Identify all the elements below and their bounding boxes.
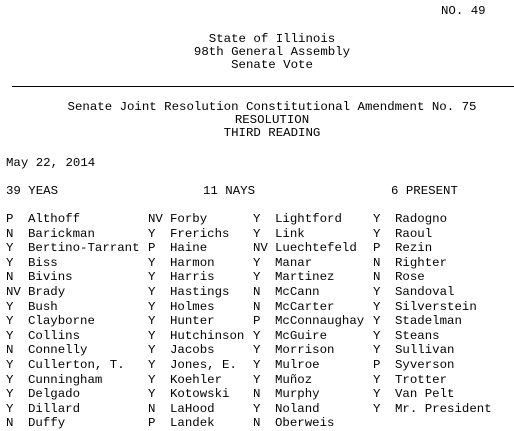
- senator-name: Jones, E.: [170, 357, 237, 372]
- senator-name: Rezin: [395, 241, 433, 256]
- senator-name: Landek: [170, 416, 215, 431]
- senator-name: Van Pelt: [395, 387, 455, 402]
- senator-vote-row: [6, 256, 146, 271]
- vote-code: N: [253, 387, 261, 402]
- senator-vote-row: [373, 241, 513, 256]
- senator-name: McCann: [275, 284, 320, 299]
- senator-name: Koehler: [170, 372, 223, 387]
- senator-vote-row: [6, 241, 146, 256]
- senator-name: Sullivan: [395, 343, 455, 358]
- vote-code: Y: [148, 343, 156, 358]
- senator-name: Althoff: [28, 212, 81, 226]
- senator-name: Cullerton, T.: [28, 357, 125, 372]
- vote-code: Y: [373, 343, 381, 358]
- senator-name: Holmes: [170, 299, 215, 314]
- senator-name: Delgado: [28, 387, 81, 402]
- vote-code: Y: [6, 299, 14, 314]
- vote-code: Y: [6, 328, 14, 343]
- senator-name: Morrison: [275, 343, 335, 358]
- senator-name: Lightford: [275, 212, 342, 226]
- senator-vote-row: [253, 285, 373, 300]
- senator-name: Biss: [28, 255, 58, 270]
- senator-vote-row: [6, 343, 146, 358]
- senator-name: Brady: [28, 284, 66, 299]
- vote-code: N: [6, 226, 14, 241]
- vote-code: Y: [148, 372, 156, 387]
- senator-name: Radogno: [395, 212, 448, 226]
- senator-name: Trotter: [395, 372, 448, 387]
- senator-name: Murphy: [275, 387, 320, 402]
- senator-vote-row: [373, 343, 513, 358]
- senator-name: Noland: [275, 401, 320, 416]
- senator-vote-row: [148, 416, 252, 431]
- senator-name: LaHood: [170, 401, 215, 416]
- senator-vote-row: [373, 329, 513, 344]
- senator-vote-row: [373, 227, 513, 242]
- measure-reading: THIRD READING: [223, 126, 321, 140]
- yeas-total: 39 YEAS: [6, 184, 59, 198]
- vote-column-2: [148, 212, 252, 431]
- senator-vote-row: [373, 402, 513, 417]
- senator-vote-row: [6, 358, 146, 373]
- vote-code: Y: [253, 372, 261, 387]
- vote-code: Y: [253, 226, 261, 241]
- vote-code: Y: [373, 314, 381, 329]
- senator-vote-row: [253, 256, 373, 271]
- senator-name: Sandoval: [395, 284, 455, 299]
- vote-code: NV: [148, 212, 163, 226]
- senator-name: Bivins: [28, 270, 73, 285]
- vote-code: Y: [6, 255, 14, 270]
- vote-code: N: [253, 299, 261, 314]
- senator-name: Bertino-Tarrant: [28, 241, 140, 256]
- vote-code: Y: [148, 255, 156, 270]
- senator-vote-row: [6, 227, 146, 242]
- senator-name: Kotowski: [170, 387, 230, 402]
- senator-name: Righter: [395, 255, 448, 270]
- vote-code: Y: [373, 328, 381, 343]
- senator-vote-row: [253, 241, 373, 256]
- senator-vote-row: [253, 329, 373, 344]
- vote-code: N: [6, 270, 14, 285]
- senator-name: Cunningham: [28, 372, 103, 387]
- vote-code: NV: [253, 241, 268, 256]
- vote-code: P: [253, 314, 261, 329]
- header-divider: [12, 86, 514, 87]
- senator-name: Hastings: [170, 284, 230, 299]
- senator-vote-row: [148, 285, 252, 300]
- vote-code: N: [373, 255, 381, 270]
- vote-column-1: [6, 212, 146, 431]
- vote-code: P: [148, 416, 156, 431]
- vote-code: Y: [148, 270, 156, 285]
- nays-total: 11 NAYS: [203, 184, 256, 198]
- senator-vote-row: [253, 300, 373, 315]
- senator-vote-row: [373, 256, 513, 271]
- vote-code: Y: [253, 357, 261, 372]
- senator-vote-row: [148, 212, 252, 227]
- vote-code: Y: [373, 299, 381, 314]
- vote-code: P: [6, 212, 14, 226]
- vote-date: May 22, 2014: [6, 156, 96, 170]
- senator-vote-row: [6, 270, 146, 285]
- vote-code: Y: [253, 401, 261, 416]
- senator-name: Raoul: [395, 226, 433, 241]
- senator-vote-row: [148, 270, 252, 285]
- senator-name: Harris: [170, 270, 215, 285]
- senator-name: Harmon: [170, 255, 215, 270]
- senator-name: Hutchinson: [170, 328, 245, 343]
- vote-code: Y: [148, 284, 156, 299]
- vote-code: Y: [6, 401, 14, 416]
- senator-name: Syverson: [395, 357, 455, 372]
- vote-code: N: [148, 401, 156, 416]
- senator-name: Link: [275, 226, 305, 241]
- vote-code: N: [6, 416, 14, 431]
- senator-name: Duffy: [28, 416, 66, 431]
- state-heading: State of Illinois: [208, 32, 336, 46]
- senator-vote-row: [148, 373, 252, 388]
- senator-vote-row: [148, 387, 252, 402]
- vote-code: Y: [373, 372, 381, 387]
- senator-name: McConnaughay: [275, 314, 365, 329]
- senator-vote-row: [6, 402, 146, 417]
- senator-vote-row: [148, 314, 252, 329]
- senator-name: Muñoz: [275, 372, 313, 387]
- vote-code: Y: [148, 387, 156, 402]
- senator-vote-row: [253, 314, 373, 329]
- vote-code: Y: [148, 314, 156, 329]
- senator-name: Frerichs: [170, 226, 230, 241]
- senator-vote-row: [148, 329, 252, 344]
- senator-name: Martinez: [275, 270, 335, 285]
- vote-code: N: [6, 343, 14, 358]
- vote-column-3: [253, 212, 373, 431]
- senator-vote-row: [148, 343, 252, 358]
- senator-name: Collins: [28, 328, 81, 343]
- senator-vote-row: [373, 387, 513, 402]
- senator-vote-row: [253, 373, 373, 388]
- senator-vote-row: [373, 314, 513, 329]
- senator-vote-row: [253, 402, 373, 417]
- document-number: NO. 49: [441, 4, 486, 18]
- senator-name: Hunter: [170, 314, 215, 329]
- senator-name: Forby: [170, 212, 208, 226]
- vote-code: Y: [373, 226, 381, 241]
- vote-column-4: [373, 212, 513, 416]
- senator-name: Oberweis: [275, 416, 335, 431]
- senator-vote-row: [148, 256, 252, 271]
- vote-code: Y: [148, 357, 156, 372]
- present-total: 6 PRESENT: [391, 184, 458, 198]
- senator-vote-row: [253, 387, 373, 402]
- senator-vote-row: [373, 300, 513, 315]
- vote-code: Y: [373, 387, 381, 402]
- vote-code: P: [148, 241, 156, 256]
- vote-code: NV: [6, 284, 21, 299]
- measure-type: RESOLUTION: [234, 113, 310, 127]
- senator-name: Manar: [275, 255, 313, 270]
- senator-name: McCarter: [275, 299, 335, 314]
- senator-vote-row: [373, 373, 513, 388]
- vote-code: Y: [148, 328, 156, 343]
- vote-code: Y: [253, 255, 261, 270]
- senator-vote-row: [148, 300, 252, 315]
- vote-code: Y: [253, 270, 261, 285]
- senator-name: Mulroe: [275, 357, 320, 372]
- senator-vote-row: [253, 416, 373, 431]
- senator-vote-row: [253, 212, 373, 227]
- vote-code: N: [253, 416, 261, 431]
- measure-title: Senate Joint Resolution Constitutional Amendment No. 75: [67, 100, 477, 114]
- senator-vote-row: [253, 358, 373, 373]
- senator-name: Mr. President: [395, 401, 492, 416]
- senator-vote-row: [373, 358, 513, 373]
- vote-code: Y: [373, 284, 381, 299]
- senator-name: Clayborne: [28, 314, 95, 329]
- senator-vote-row: [6, 300, 146, 315]
- vote-code: Y: [6, 241, 14, 256]
- vote-code: Y: [253, 343, 261, 358]
- senator-vote-row: [6, 212, 146, 227]
- senator-name: Barickman: [28, 226, 95, 241]
- senator-name: Silverstein: [395, 299, 477, 314]
- vote-code: P: [373, 357, 381, 372]
- senator-vote-row: [253, 227, 373, 242]
- vote-code: Y: [6, 372, 14, 387]
- senator-vote-row: [148, 241, 252, 256]
- senator-vote-row: [253, 343, 373, 358]
- senator-vote-row: [148, 358, 252, 373]
- vote-code: Y: [148, 299, 156, 314]
- vote-code: Y: [253, 328, 261, 343]
- vote-code: Y: [373, 401, 381, 416]
- senator-vote-row: [6, 285, 146, 300]
- vote-code: Y: [253, 212, 261, 226]
- vote-code: N: [253, 284, 261, 299]
- senator-vote-row: [6, 416, 146, 431]
- chamber-heading: Senate Vote: [231, 58, 313, 72]
- senator-vote-row: [6, 329, 146, 344]
- senator-name: Rose: [395, 270, 425, 285]
- senator-vote-row: [373, 270, 513, 285]
- senator-vote-row: [6, 373, 146, 388]
- senator-name: Luechtefeld: [275, 241, 357, 256]
- senator-vote-row: [148, 227, 252, 242]
- senator-vote-row: [6, 314, 146, 329]
- senator-name: Jacobs: [170, 343, 215, 358]
- senator-name: Bush: [28, 299, 58, 314]
- vote-code: P: [373, 241, 381, 256]
- vote-code: Y: [373, 212, 381, 226]
- senator-vote-row: [6, 387, 146, 402]
- vote-code: Y: [6, 387, 14, 402]
- senator-vote-row: [373, 212, 513, 227]
- senator-vote-row: [373, 285, 513, 300]
- senator-name: Stadelman: [395, 314, 462, 329]
- vote-code: N: [373, 270, 381, 285]
- assembly-heading: 98th General Assembly: [193, 45, 351, 59]
- senator-name: Haine: [170, 241, 208, 256]
- vote-code: Y: [6, 314, 14, 329]
- senator-vote-row: [253, 270, 373, 285]
- senator-name: Dillard: [28, 401, 81, 416]
- senator-vote-row: [148, 402, 252, 417]
- vote-code: Y: [148, 226, 156, 241]
- senator-name: Steans: [395, 328, 440, 343]
- senator-name: Connelly: [28, 343, 88, 358]
- senator-name: McGuire: [275, 328, 328, 343]
- vote-code: Y: [6, 357, 14, 372]
